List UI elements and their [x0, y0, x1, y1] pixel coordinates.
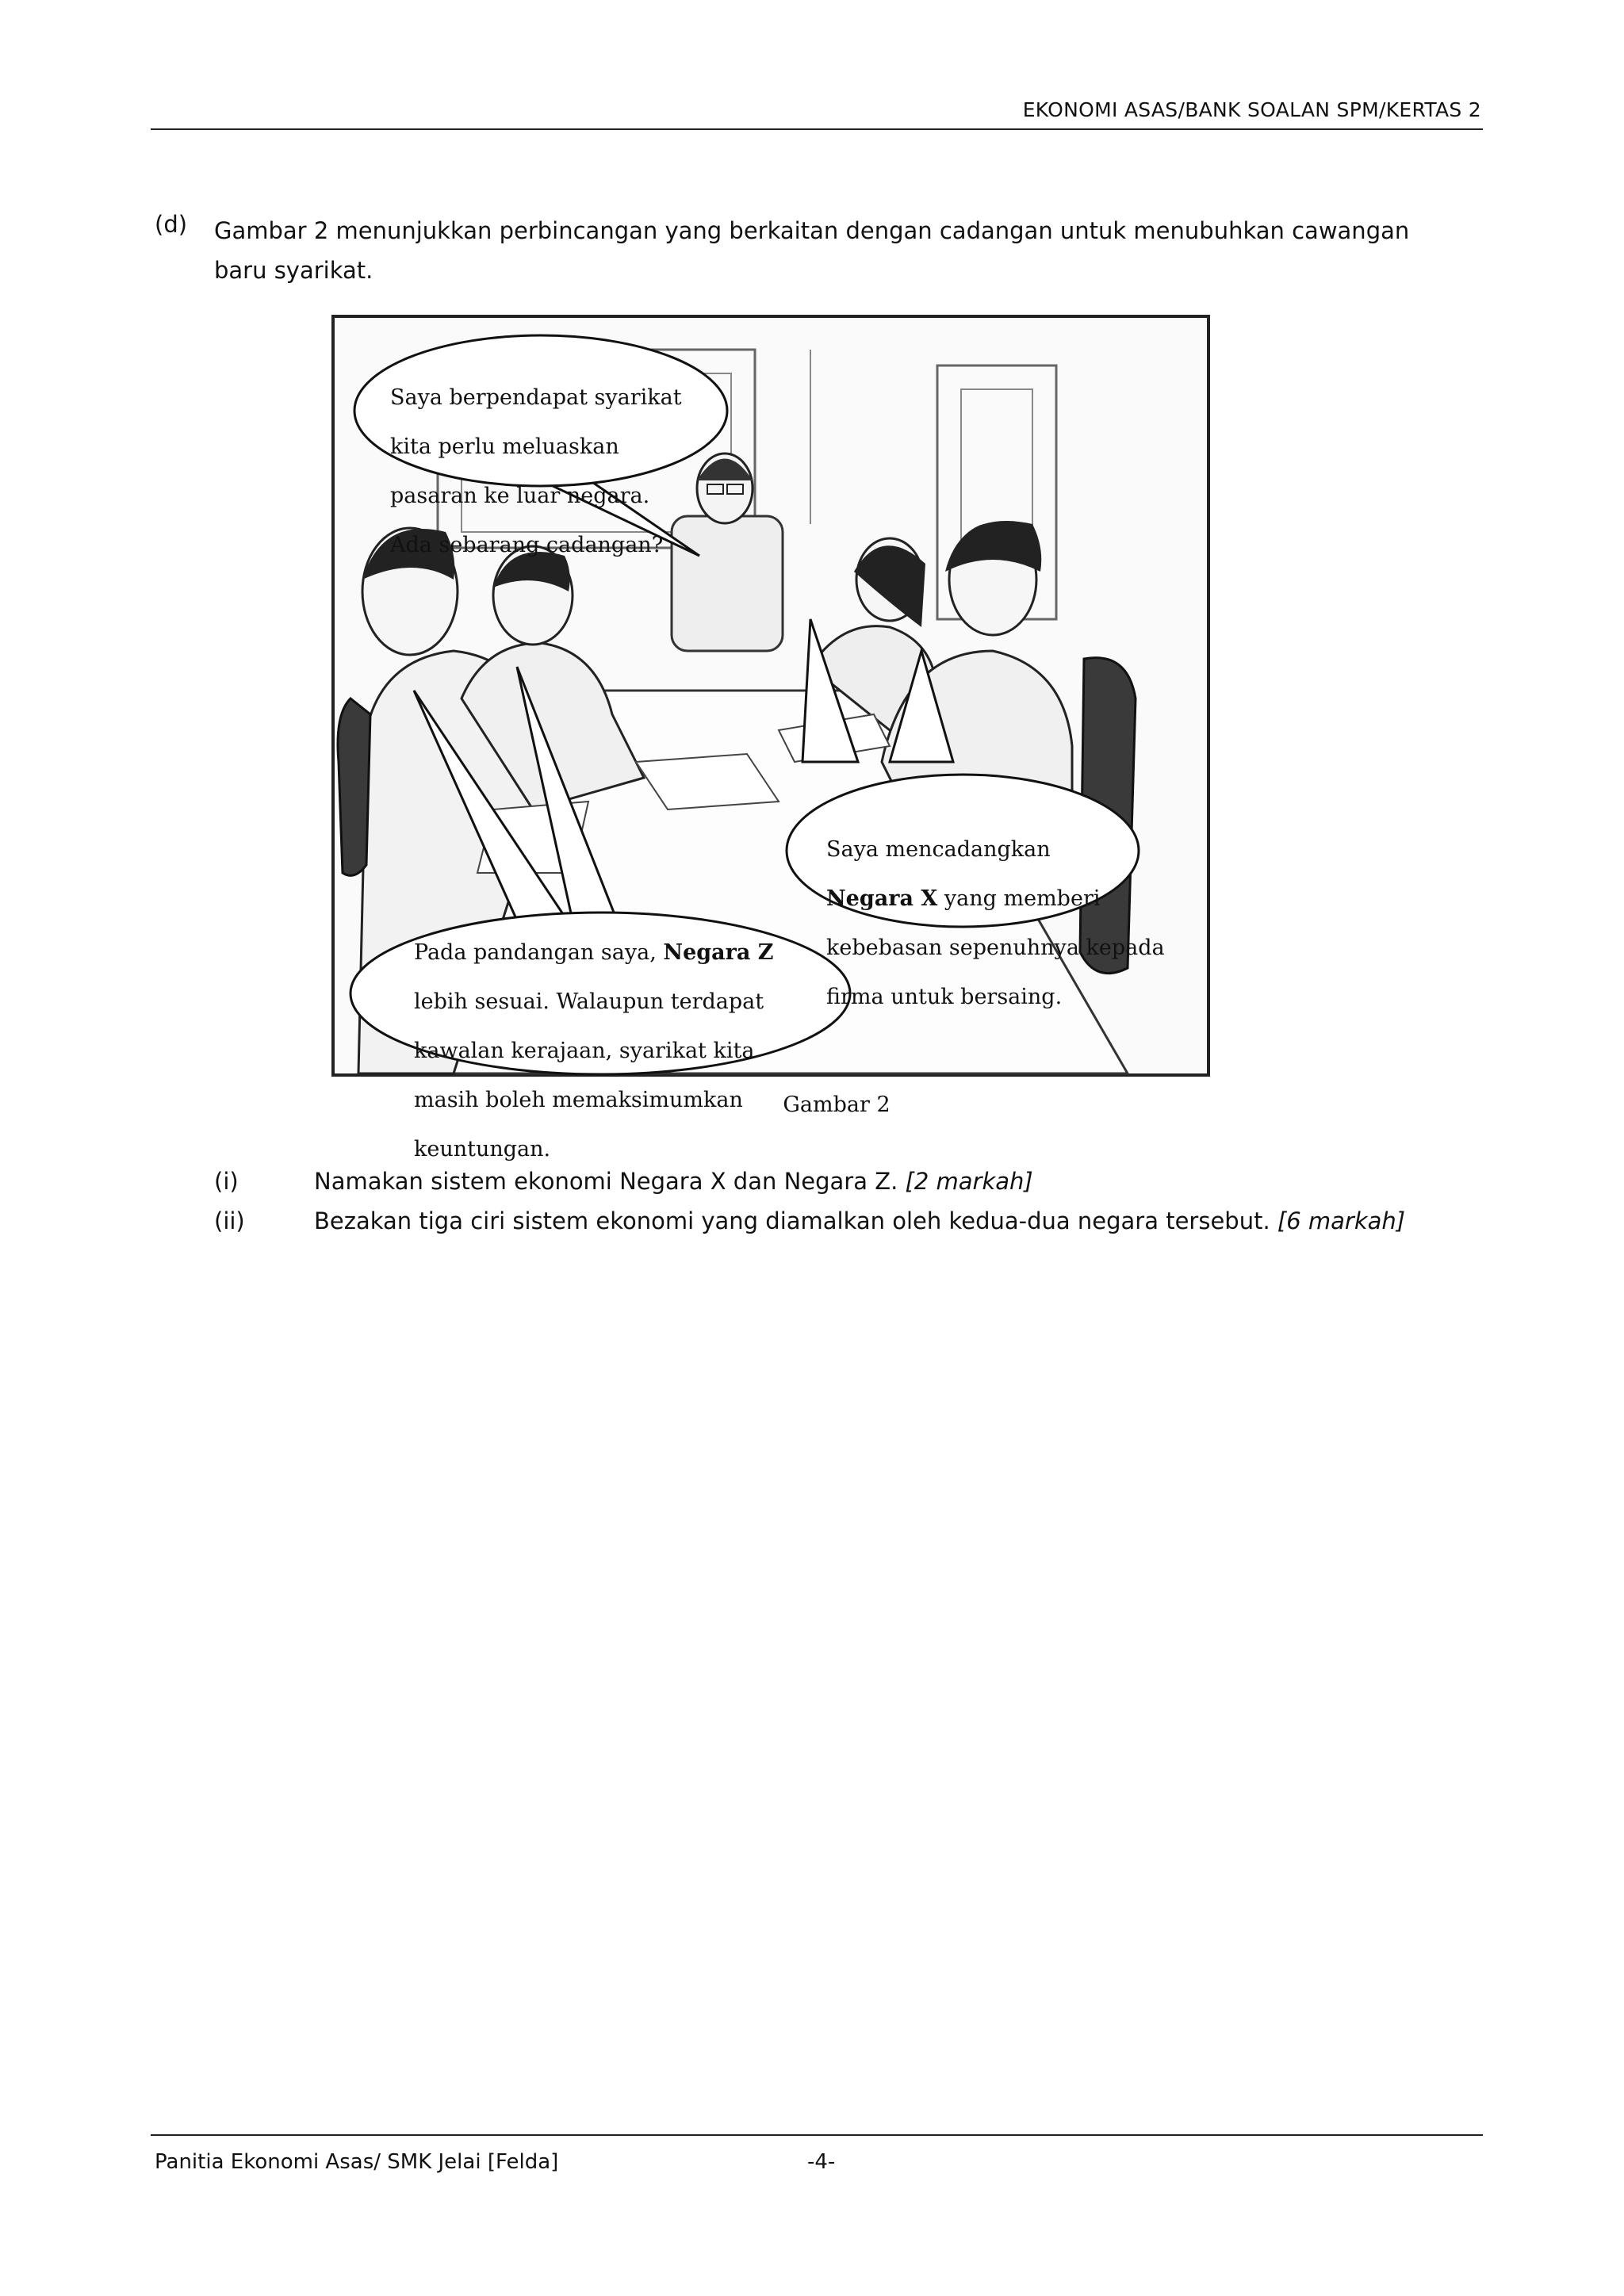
- bubble-3-line-4: masih boleh memaksimumkan: [414, 1088, 743, 1112]
- question-text: Gambar 2 menunjukkan perbincangan yang berkaitan dengan cadangan untuk menubuhkan cawangan baru syarikat.: [214, 217, 1410, 284]
- subquestion-ii-text: [314, 1207, 1405, 1234]
- subquestion-i-marks: [2 markah]: [905, 1168, 1033, 1195]
- speech-bubble-2: [826, 813, 1165, 1034]
- figure-caption: Gambar 2: [783, 1093, 891, 1117]
- page-number: -4-: [807, 2150, 836, 2174]
- bubble-1-line-2: kita perlu meluaskan: [390, 434, 619, 459]
- bubble-3-line-5: keuntungan.: [414, 1137, 551, 1161]
- footer-school: Panitia Ekonomi Asas/ SMK Jelai [Felda]: [155, 2150, 559, 2174]
- subquestion-i-label: (i): [214, 1168, 239, 1195]
- header-divider: [151, 128, 1483, 130]
- bubble-2-suffix: yang memberi: [937, 886, 1101, 911]
- subquestion-ii-marks: [6 markah]: [1277, 1207, 1406, 1234]
- bubble-1-line-1: Saya berpendapat syarikat: [390, 385, 682, 410]
- subquestion-ii-body: Bezakan tiga ciri sistem ekonomi yang diamalkan oleh kedua-dua negara tersebut.: [314, 1207, 1277, 1234]
- bubble-3-line-3: kawalan kerajaan, syarikat kita: [414, 1039, 755, 1063]
- negara-x-bold: Negara X: [826, 886, 938, 911]
- bubble-2-line-2: [826, 886, 1165, 911]
- bubble-3-line-2: lebih sesuai. Walaupun terdapat: [414, 989, 764, 1014]
- running-header: EKONOMI ASAS/BANK SOALAN SPM/KERTAS 2: [1022, 98, 1481, 121]
- bubble-3-line-1: [414, 940, 773, 965]
- bubble-3-prefix: Pada pandangan saya,: [414, 940, 664, 965]
- subquestion-i-text: [314, 1168, 1033, 1195]
- bubble-2-line-4: firma untuk bersaing.: [826, 985, 1063, 1009]
- bubble-1-line-3: pasaran ke luar negara.: [390, 484, 650, 508]
- speech-bubble-3: [414, 916, 773, 1186]
- question-label: (d): [155, 211, 188, 238]
- subquestion-i-body: Namakan sistem ekonomi Negara X dan Negara Z.: [314, 1168, 906, 1195]
- negara-z-bold: Negara Z: [663, 940, 774, 965]
- footer-divider: [151, 2134, 1483, 2136]
- bubble-1-line-4: Ada sebarang cadangan?: [390, 533, 664, 557]
- bubble-2-line-3: kebebasan sepenuhnya kepada: [826, 936, 1165, 960]
- speech-bubble-1: [390, 361, 682, 582]
- subquestion-ii-label: (ii): [214, 1207, 245, 1234]
- bubble-2-line-1: Saya mencadangkan: [826, 837, 1051, 862]
